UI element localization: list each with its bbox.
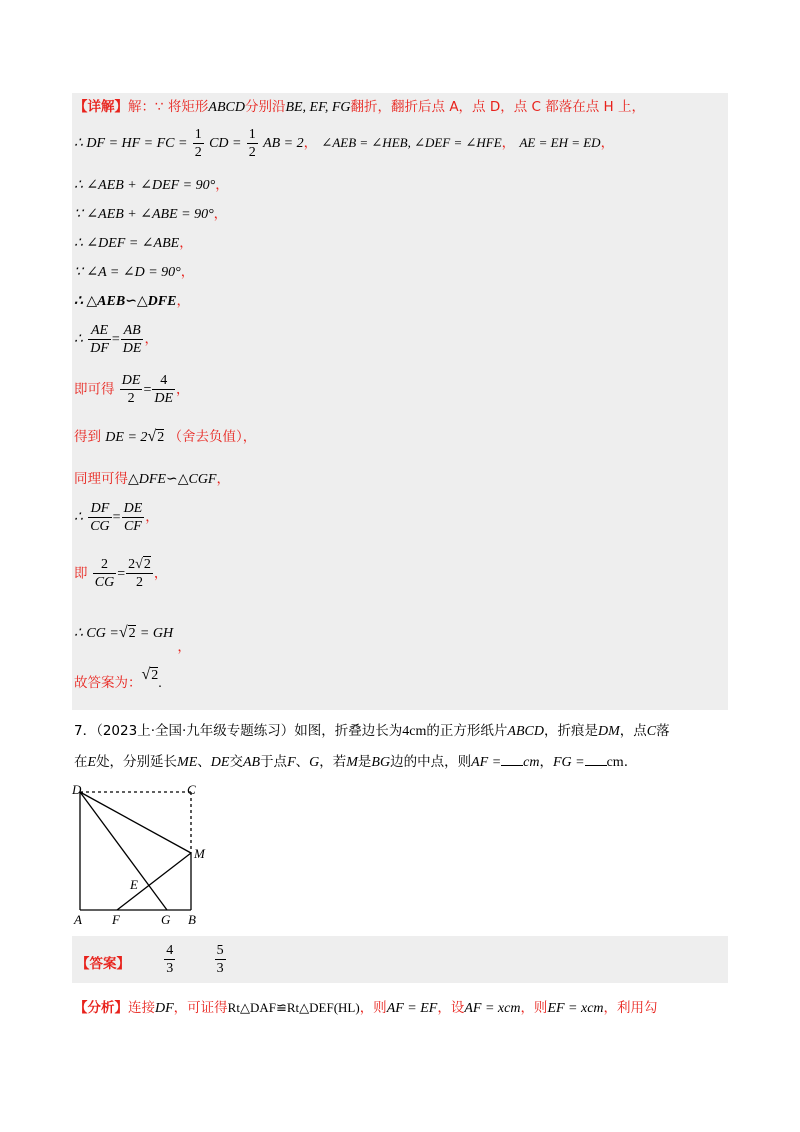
fraction: $\frac{AB}{DE}$ [122, 323, 142, 356]
detail-line-4: ∵ ∠AEB + ∠ABE = 90°， [74, 206, 228, 222]
detail-line-3: ∴ ∠AEB + ∠DEF = 90°， [74, 177, 229, 193]
fraction: $\frac{2}{CG}$ [94, 557, 115, 590]
detail-line-6: ∵ ∠A = ∠D = 90°， [74, 264, 195, 280]
square-fold-figure [68, 782, 218, 932]
fraction: $\frac{4}{3}$ [166, 943, 174, 976]
detail-line-15: 故答案为：√2. [74, 666, 162, 691]
fraction: $\frac{5}{3}$ [216, 943, 224, 976]
answer-blank [501, 753, 523, 766]
segment-DG [80, 792, 167, 910]
label-G: G [161, 912, 171, 927]
question-line-2: 在E处，分别延长ME、DE交AB于点F、G，若M是BG边的中点，则AF = cm，FG = cm. [74, 754, 628, 770]
analysis-tag: 【分析】 [74, 1000, 128, 1016]
fraction: $\frac{DE}{2}$ [121, 373, 141, 406]
detail-line-13: 即 $\frac{2}{CG}$ = $\frac{2√2}{2}$ ， [74, 557, 168, 590]
fraction: $\frac{1}{2}$ [194, 127, 202, 160]
detail-line-2: ∴ DF = HF = FC = $\frac{1}{2}$ CD = $\frac{1}{2}$ AB = 2， ∠AEB = ∠HEB, ∠DEF = ∠HFE， AE = EH = ED， [74, 127, 615, 160]
answer-blank [585, 753, 607, 766]
answer-tag: 【答案】 [76, 955, 130, 972]
label-F: F [112, 912, 120, 927]
segment-MF [117, 853, 191, 910]
detail-line-8: ∴ $\frac{AE}{DF}$ = $\frac{AB}{DE}$ ， [74, 323, 158, 356]
fraction: $\frac{1}{2}$ [248, 127, 256, 160]
detail-tag: 【详解】 [74, 99, 128, 115]
question-line-1: 7．（2023上·全国·九年级专题练习）如图，折叠边长为4cm的正方形纸片ABCD，折痕是DM，点C落 [74, 723, 670, 739]
detail-line-9: 即可得 $\frac{DE}{2}$ = $\frac{4}{DE}$ ， [74, 373, 190, 406]
label-A: A [74, 912, 82, 927]
detail-line-7: ∴ △AEB∽△DFE， [74, 293, 190, 309]
analysis-line: 【分析】连接DF，可证得Rt△DAF≌Rt△DEF(HL)，则AF = EF，设AF = xcm，则EF = xcm，利用勾 [74, 1000, 658, 1016]
detail-line-10: 得到 DE = 2√2 （舍去负值）， [74, 428, 257, 445]
label-M: M [194, 846, 205, 861]
fraction: $\frac{AE}{DF}$ [90, 323, 109, 356]
detail-line-5: ∴ ∠DEF = ∠ABE， [74, 235, 193, 251]
fraction: $\frac{4}{DE}$ [154, 373, 174, 406]
answer-line [76, 942, 227, 977]
detail-line-12: ∴ $\frac{DF}{CG}$ = $\frac{DE}{CF}$ ， [74, 501, 159, 534]
label-C: C [187, 782, 196, 797]
detail-line-11: 同理可得△DFE∽△CGF， [74, 471, 230, 487]
label-D: D [72, 782, 82, 797]
fraction: $\frac{2√2}{2}$ [128, 557, 151, 590]
label-B: B [188, 912, 196, 927]
detail-line-1: 【详解】解：∵ 将矩形ABCD分别沿BE, EF, FG翻折，翻折后点 A，点 D，点 C 都落在点 H 上， [74, 99, 645, 115]
label-E: E [130, 877, 138, 892]
fraction: $\frac{DE}{CF}$ [123, 501, 143, 534]
detail-line-14: ∴ CG =√2 = GH ， [74, 624, 191, 655]
crease-DM [80, 792, 191, 853]
fraction: $\frac{DF}{CG}$ [90, 501, 110, 534]
